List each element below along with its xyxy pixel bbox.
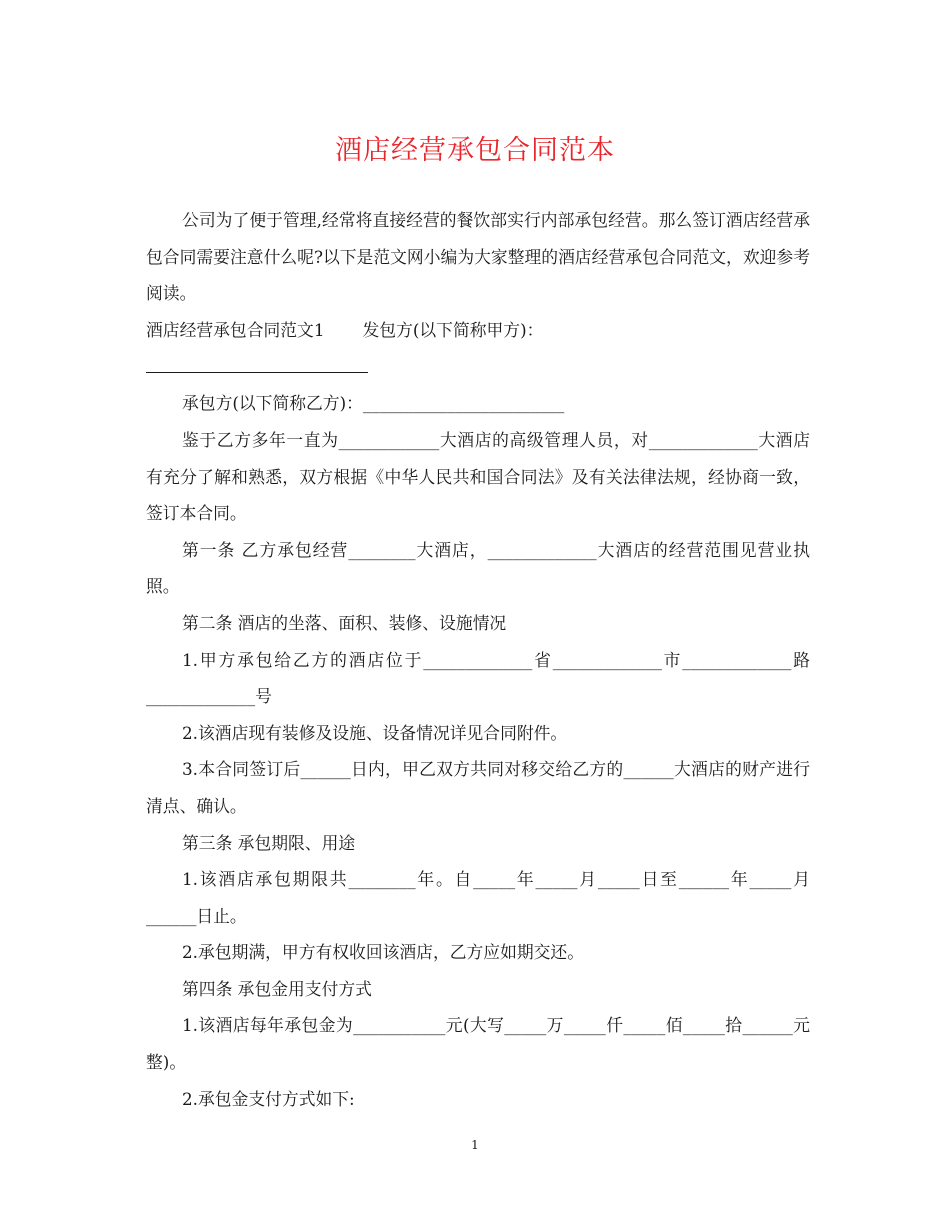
sample-heading: 酒店经营承包合同范文1 <box>146 319 325 340</box>
party-a-blank-line <box>146 348 368 373</box>
preamble-paragraph: 鉴于乙方多年一直为____________大酒店的高级管理人员，对_____________大酒店有充分了解和熟悉，双方根据《中华人民共和国合同法》及有关法律法规，经协商一致，签订本合同。 <box>146 429 810 524</box>
article-2-heading: 第二条 酒店的坐落、面积、装修、设施情况 <box>182 612 507 633</box>
article-2-item-2: 2.该酒店现有装修及设施、设备情况详见合同附件。 <box>182 722 568 743</box>
article-2-item-1: 1.甲方承包给乙方的酒店位于_____________省_____________市_____________路_____________号 <box>146 649 810 707</box>
party-a-label: 发包方(以下简称甲方)： <box>362 319 544 340</box>
article-2-item-3: 3.本合同签订后______日内，甲乙双方共同对移交给乙方的______大酒店的财产进行清点、确认。 <box>146 759 810 816</box>
party-b-line: 承包方(以下简称乙方)：________________________ <box>182 393 565 414</box>
intro-paragraph: 公司为了便于管理,经常将直接经营的餐饮部实行内部承包经营。那么签订酒店经营承包合同需要注意什么呢?以下是范文网小编为大家整理的酒店经营承包合同范文，欢迎参考阅读。 <box>146 210 810 304</box>
document-title: 酒店经营承包合同范本 <box>335 135 615 166</box>
article-4-item-2: 2.承包金支付方式如下: <box>182 1088 355 1109</box>
article-3-heading: 第三条 承包期限、用途 <box>182 832 356 853</box>
sample-heading-line <box>146 312 810 349</box>
article-1: 第一条 乙方承包经营________大酒店，_____________大酒店的经营范围见营业执照。 <box>146 539 810 597</box>
page-number: 1 <box>471 1138 479 1152</box>
article-4-item-1: 1.该酒店每年承包金为___________元(大写_____万_____仟_____佰_____拾______元整)。 <box>146 1015 810 1073</box>
article-3-item-1: 1.该酒店承包期限共________年。自_____年_____月_____日至______年_____月______日止。 <box>146 869 810 926</box>
article-4-heading: 第四条 承包金用支付方式 <box>182 978 372 999</box>
article-3-item-2: 2.承包期满，甲方有权收回该酒店，乙方应如期交还。 <box>182 942 584 963</box>
document-body <box>146 202 810 1117</box>
